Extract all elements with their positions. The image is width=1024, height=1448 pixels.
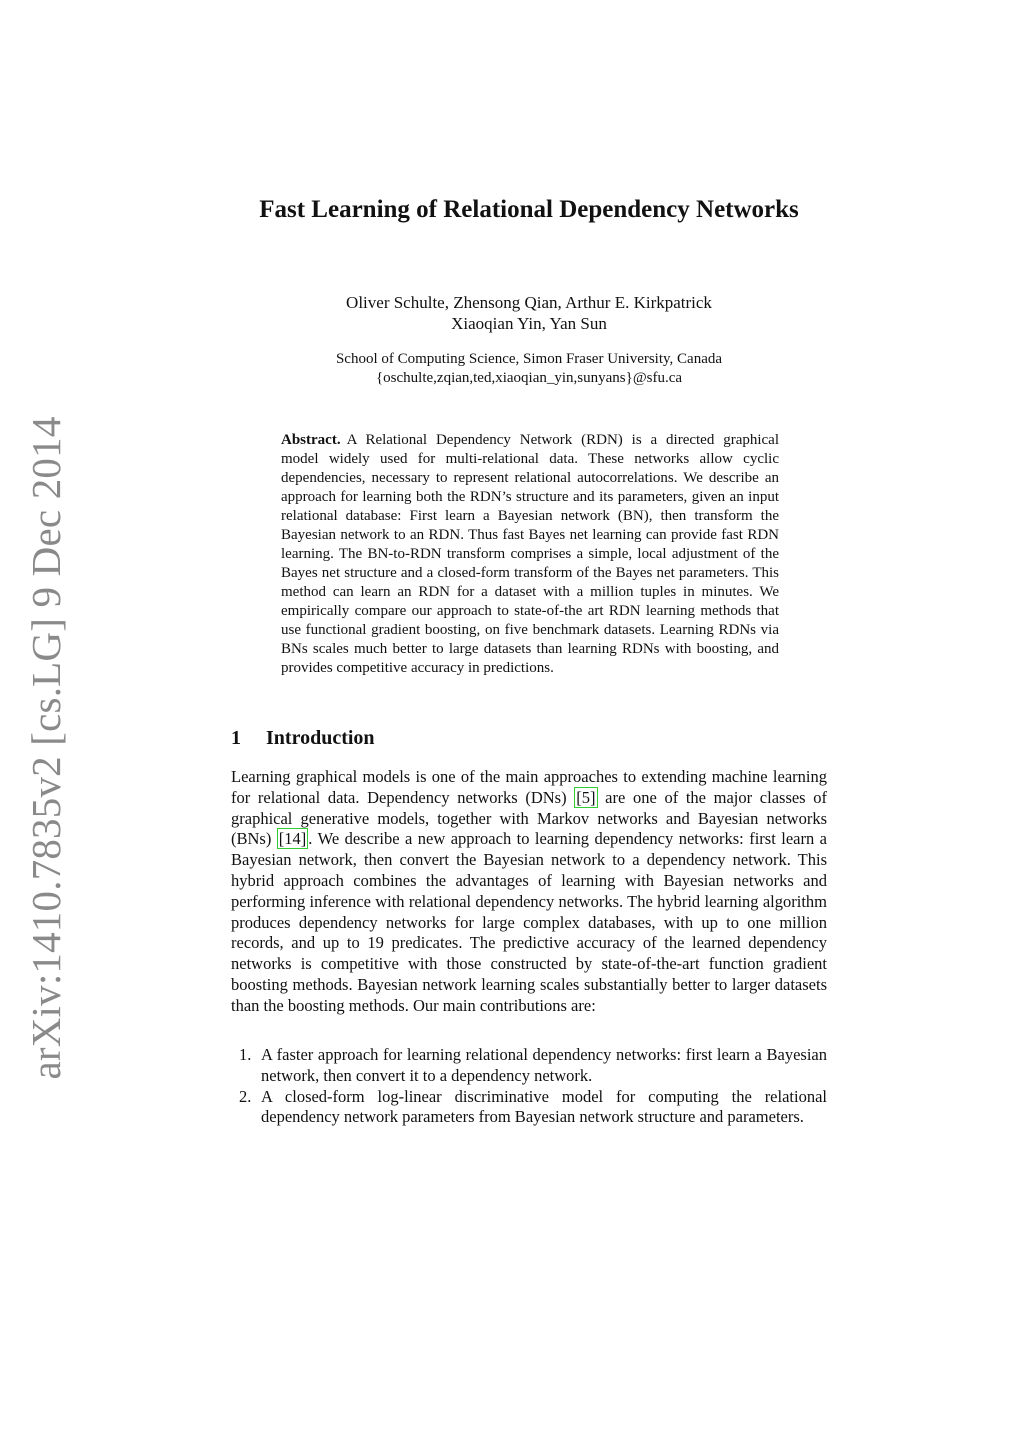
citation-link[interactable]: [5] <box>576 787 596 807</box>
intro-text-part-1: Learning graphical models is one of the main approaches to extending machine learning for relational data. Dependency networks (DNs) <box>231 767 827 807</box>
affiliation-institution: School of Computing Science, Simon Fraser University, Canada <box>335 351 723 367</box>
list-item-text: A faster approach for learning relational dependency networks: first learn a Bayesian network, then convert it to a dependency network. <box>261 1045 827 1085</box>
affiliation-block <box>231 350 827 388</box>
abstract-label: Abstract. <box>281 432 341 448</box>
intro-text-part-3: . We describe a new approach to learning dependency networks: first learn a Bayesian network, then convert the Bayesian network to a dependency network. This hybrid approach combines the advantages of learning with Bayesian networks and performing inference with relational dependency networks. The hybrid learning algorithm produces dependency networks for large complex databases, with up to one million records, and up to 19 predicates. The predictive accuracy of the learned dependency networks is competitive with those constructed by state-of-the-art function gradient boosting methods. Bayesian network learning scales substantially better to larger datasets than the boosting methods. Our main contributions are: <box>231 829 827 1015</box>
paper-title: Fast Learning of Relational Dependency Networks <box>259 196 799 223</box>
list-item-text: A closed-form log-linear discriminative model for computing the relational dependency network parameters from Bayesian network structure and parameters. <box>261 1086 827 1127</box>
section-heading <box>231 726 375 750</box>
abstract-text: A Relational Dependency Network (RDN) is a directed graphical model widely used for multi-relational data. These networks allow cyclic dependencies, necessary to represent relational autocorrelations. We describe an approach for learning both the RDN’s structure and its parameters, given an input relational database: First learn a Bayesian network (BN), then transform the Bayesian network to an RDN. Thus fast Bayes net learning can provide fast RDN learning. The BN-to-RDN transform comprises a simple, local adjustment of the Bayes net structure and a closed-form transform of the Bayes net parameters. This method can learn an RDN for a dataset with a million tuples in minutes. We empirically compare our approach to state-of-the art RDN learning methods that use functional gradient boosting, on five benchmark datasets. Learning RDNs via BNs scales much better to large datasets than learning RDNs with boosting, and provides competitive accuracy in predictions. <box>281 432 779 676</box>
list-item-marker: 1. <box>239 1045 252 1064</box>
intro-paragraph <box>231 767 827 1017</box>
author-line-2: Xiaoqian Yin, Yan Sun <box>451 314 607 333</box>
section-number: 1 <box>231 727 241 749</box>
intro-text-part-2: are one of the major classes of graphical generative models, together with Markov networks and Bayesian networks (BNs) <box>231 787 828 849</box>
arxiv-identifier: arXiv:1410.7835v2 [cs.LG] 9 Dec 2014 <box>23 416 69 1080</box>
affiliation-emails: {oschulte,zqian,ted,xiaoqian_yin,sunyans}@sfu.ca <box>375 370 683 386</box>
contributions-list <box>231 1045 827 1128</box>
author-list <box>231 292 827 334</box>
citation-link[interactable]: [14] <box>278 829 307 849</box>
author-line-1: Oliver Schulte, Zhensong Qian, Arthur E. Kirkpatrick <box>346 293 712 312</box>
list-item <box>231 1087 827 1129</box>
section-title: Introduction <box>266 727 375 749</box>
list-item <box>231 1045 827 1087</box>
list-item-marker: 2. <box>239 1086 252 1106</box>
abstract <box>281 431 779 678</box>
